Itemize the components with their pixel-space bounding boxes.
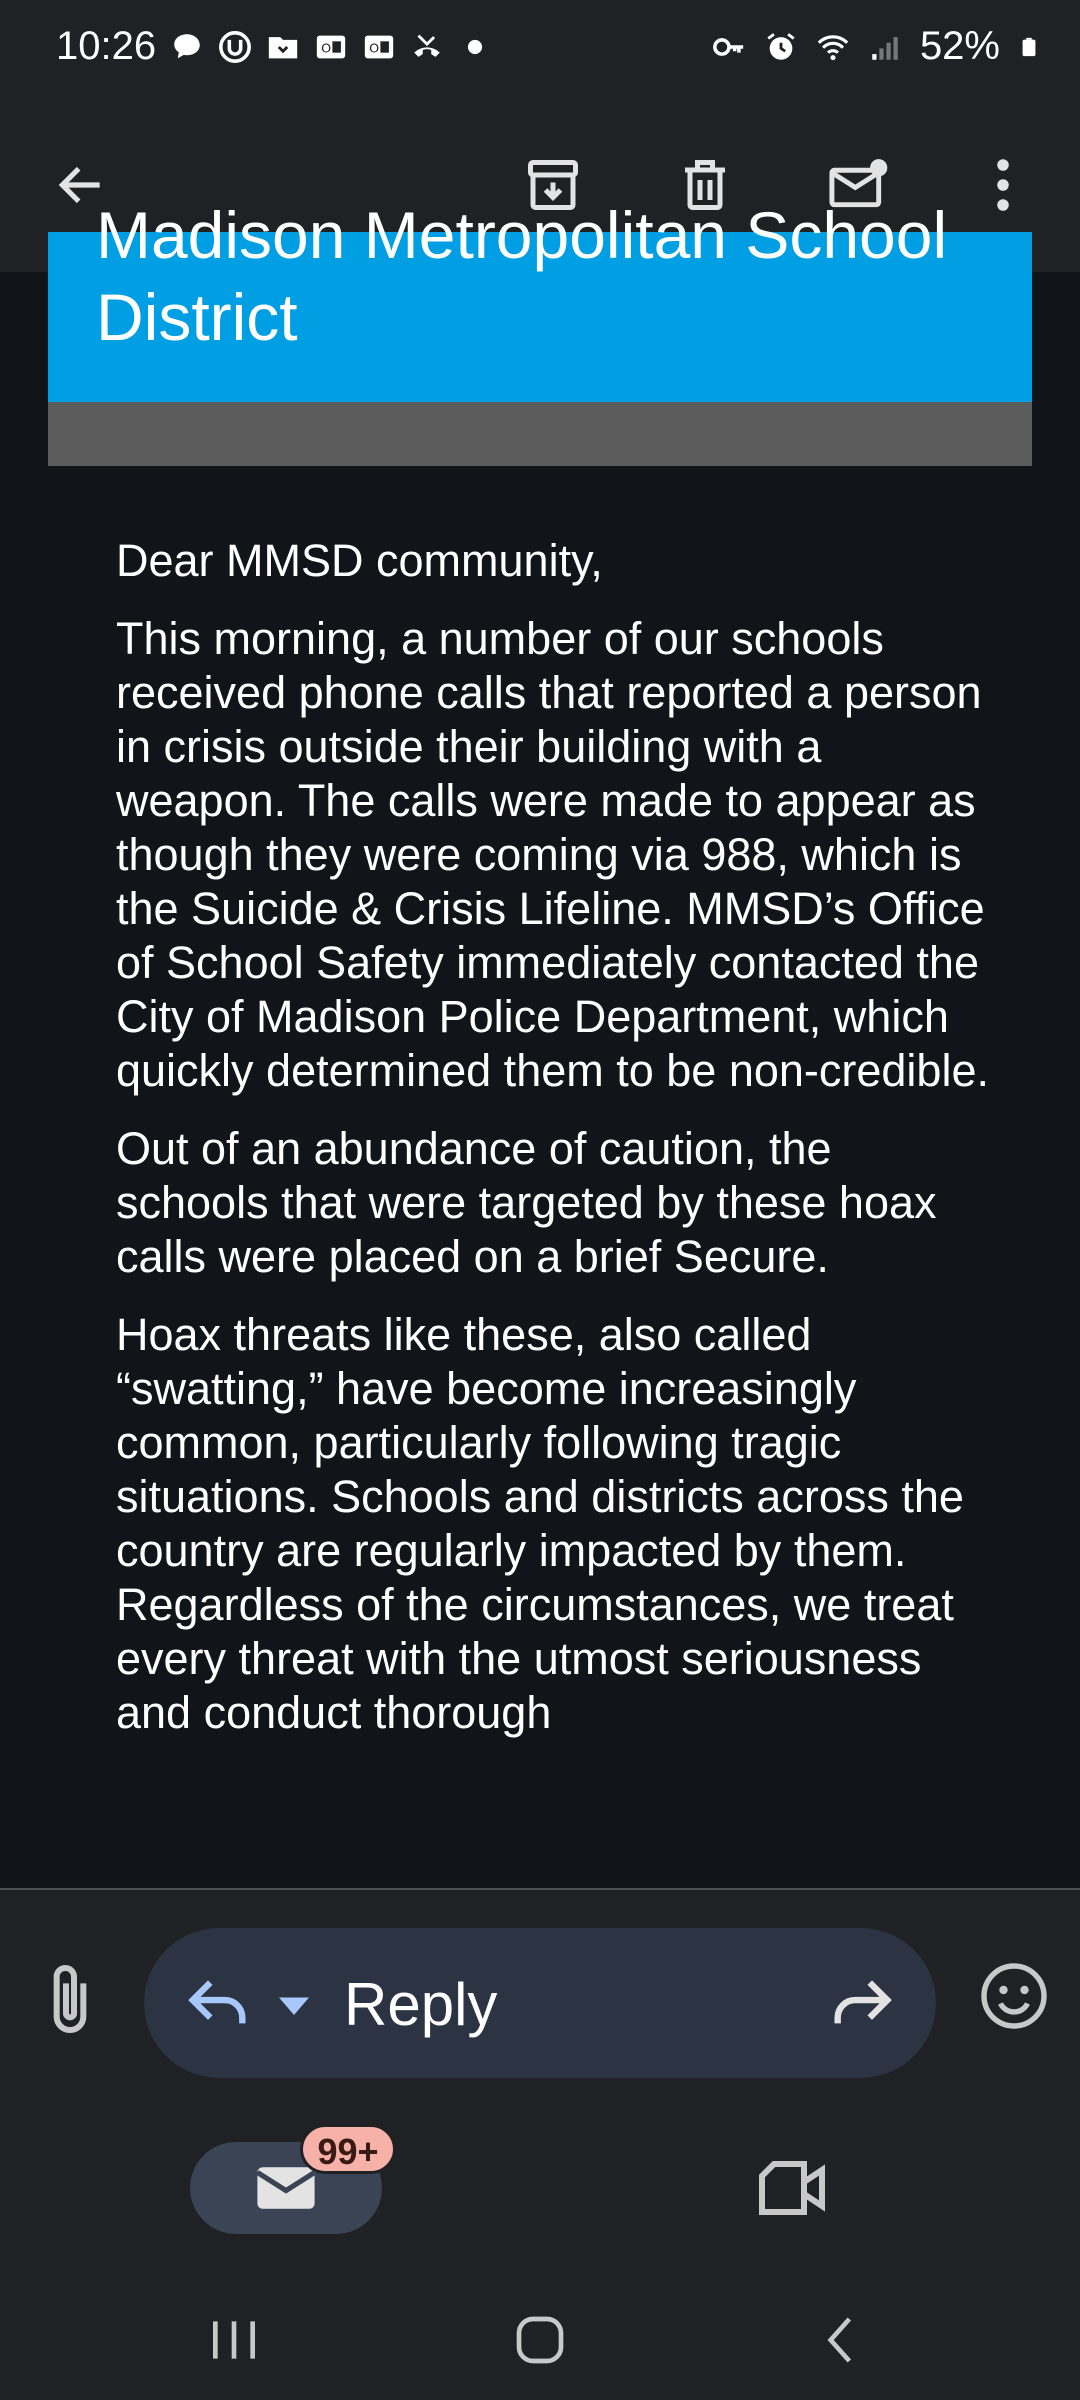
svg-text:O: O	[369, 41, 380, 57]
banner-header	[48, 198, 1032, 402]
key-icon	[712, 30, 746, 64]
unread-badge: 99+	[300, 2124, 396, 2174]
status-bar	[0, 0, 1080, 100]
back-nav-button[interactable]	[800, 2300, 880, 2380]
folder-icon	[266, 30, 300, 64]
status-time: 10:26	[56, 24, 157, 68]
missed-call-icon	[410, 30, 444, 64]
office-icon	[314, 30, 348, 64]
reply-button[interactable]	[144, 1928, 936, 2078]
u-app-icon	[218, 30, 252, 64]
system-status-icons	[712, 24, 1040, 69]
reply-bar	[0, 1890, 1080, 2112]
chevron-down-icon[interactable]	[274, 1990, 314, 2020]
notification-icons	[170, 30, 492, 64]
battery-icon	[1018, 30, 1040, 64]
emoji-icon[interactable]	[978, 1960, 1050, 2032]
paragraph: Hoax threats like these, also called “swatting,” have become increasingly common, particularly following tragic situations. Schools and districts across the country are regularly impacted by them. Regardless of the circumstances, we treat every threat with the utmost seriousness and conduct thorough	[116, 1309, 964, 1738]
office-icon-2	[362, 30, 396, 64]
chevron-left-icon	[820, 2312, 860, 2368]
paragraph: This morning, a number of our schools received phone calls that reported a person in crisis outside their building with a weapon. The calls were made to appear as though they were coming via 988, which is the Suicide & Crisis Lifeline. MMSD’s Office of School Safety immediately contacted the City of Madison Police Department, which quickly determined them to be non-credible.	[116, 613, 989, 1096]
alarm-icon	[764, 30, 798, 64]
forward-icon[interactable]	[826, 1973, 896, 2033]
recents-button[interactable]	[194, 2300, 274, 2380]
email-content[interactable]	[0, 198, 1080, 1888]
chat-bubble-icon	[170, 30, 204, 64]
video-camera-icon[interactable]	[756, 2158, 828, 2218]
attach-icon[interactable]	[40, 1960, 100, 2040]
greeting: Dear MMSD community,	[116, 535, 603, 586]
mail-icon	[254, 2162, 318, 2214]
dot-icon	[458, 30, 492, 64]
email-body	[116, 534, 996, 1764]
home-button[interactable]	[500, 2300, 580, 2380]
reply-label: Reply	[344, 1971, 498, 2038]
wifi-icon	[816, 30, 850, 64]
recents-icon	[206, 2315, 262, 2365]
battery-percent: 52%	[919, 24, 1000, 68]
system-navigation	[0, 2250, 1080, 2400]
reply-arrow-icon	[184, 1973, 254, 2033]
paragraph: Out of an abundance of caution, the schools that were targeted by these hoax calls were placed on a brief Secure.	[116, 1123, 937, 1282]
banner-title: Madison Metropolitan School District	[96, 198, 948, 354]
home-icon	[512, 2312, 568, 2368]
svg-text:O: O	[321, 41, 332, 57]
banner-divider	[48, 402, 1032, 466]
signal-icon	[868, 30, 902, 64]
